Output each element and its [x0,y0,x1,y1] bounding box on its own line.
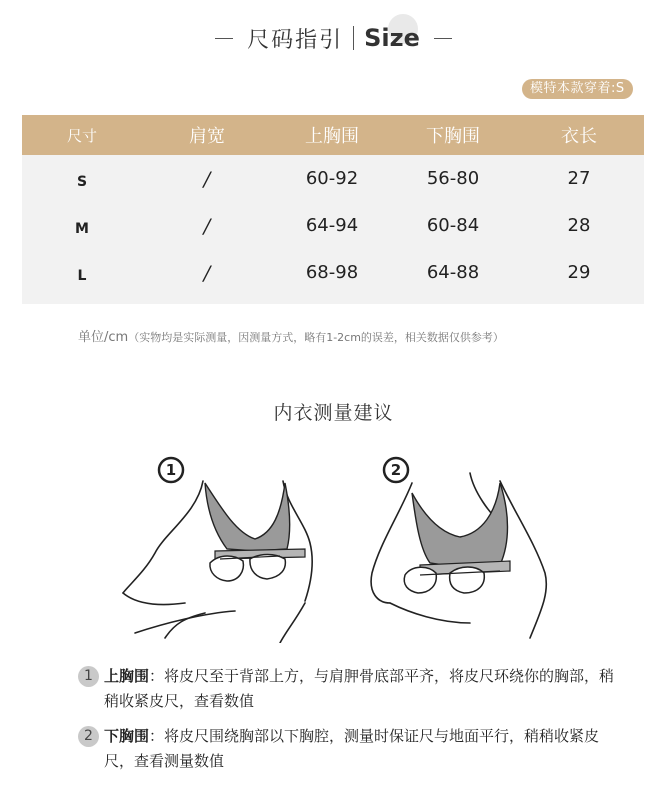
unit-note [78,326,638,345]
title-separator [353,26,354,50]
cell-upper-bust: 60-92 [305,168,359,189]
note-number-badge: 2 [78,726,99,747]
cell-under-bust: 60-84 [426,215,480,236]
note-label: 上胸围 [104,667,150,685]
figure1-number: 1 [165,461,177,479]
cell-upper-bust: 68-98 [305,262,359,283]
note-text [104,724,618,774]
cell-length: 29 [567,262,591,283]
title-en: Size [364,24,420,52]
measure-title: 内衣测量建议 [273,402,394,424]
figure-under-bust [350,453,640,643]
cell-under-bust: 64-88 [426,262,480,283]
note-text [104,664,618,714]
header-length: 衣长 [561,126,597,147]
note-under-bust [78,726,618,774]
note-body: ：将皮尺至于背部上方，与肩胛骨底部平齐，将皮尺环绕你的胸部，稍稍收紧皮尺，查看数值 [104,667,615,710]
cell-upper-bust: 64-94 [305,215,359,236]
note-body: ：将皮尺围绕胸部以下胸腔，测量时保证尺与地面平行，稍稍收紧皮尺，查看测量数值 [104,727,600,770]
cell-size: M [75,220,89,237]
cell-size: L [77,267,87,284]
title-zh: 尺码指引 [247,27,344,53]
table-row [22,249,644,296]
cell-length: 27 [567,168,591,189]
cell-shoulder: / [203,260,211,285]
header-upper-bust: 上胸围 [305,126,359,147]
note-number-badge: 1 [78,666,99,687]
cell-length: 28 [567,215,591,236]
cell-shoulder: / [203,213,211,238]
note-label: 下胸围 [104,727,150,745]
table-row [22,202,644,249]
header-under-bust: 下胸围 [426,126,480,147]
title-dash-right [434,38,452,39]
under-bust-illustration [350,453,640,643]
size-table [22,115,644,304]
unit-label: 单位/cm [78,330,129,345]
cell-size: S [76,173,88,190]
model-size-badge: 模特本款穿着:S [522,79,633,99]
title-dash-left [215,38,233,39]
cell-under-bust: 56-80 [426,168,480,189]
cell-shoulder: / [203,166,211,191]
table-row [22,155,644,202]
header-size: 尺寸 [66,126,97,145]
note-upper-bust [78,666,618,714]
header-shoulder: 肩宽 [189,126,225,147]
page-title [0,18,667,58]
unit-detail: （实物均是实际测量，因测量方式，略有1-2cm的误差，相关数据仅供参考） [128,331,504,344]
figure2-number: 2 [390,461,402,479]
size-table-header [22,115,644,155]
